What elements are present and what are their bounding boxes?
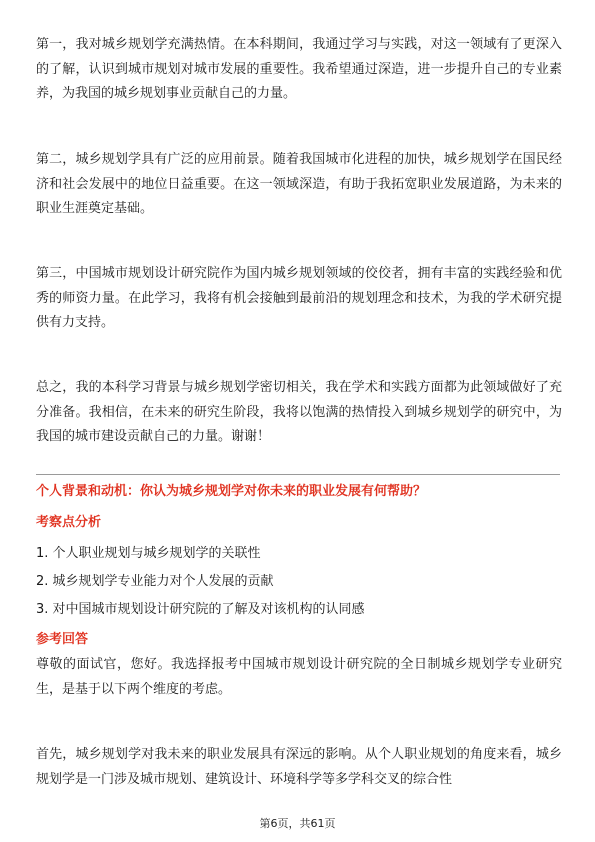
list-item: 2. 城乡规划学专业能力对个人发展的贡献 — [36, 574, 274, 589]
page-footer: 第6页，共61页 — [259, 817, 336, 830]
list-item: 3. 对中国城市规划设计研究院的了解及对该机构的认同感 — [36, 602, 365, 617]
list-item: 1. 个人职业规划与城乡规划学的关联性 — [36, 546, 261, 561]
answer-paragraph-1: 尊敬的面试官，您好。我选择报考中国城市规划设计研究院的全日制城乡规划学专业研究生，是基于以下两个维度的考虑。 — [36, 657, 562, 697]
answer-heading: 参考回答 — [36, 632, 89, 647]
body-paragraph-3: 第三，中国城市规划设计研究院作为国内城乡规划领域的佼佼者，拥有丰富的实践经验和优秀的师资力量。在此学习，我将有机会接触到最前沿的规划理念和技术，为我的学术研究提供有力支持。 — [36, 266, 562, 330]
answer-paragraph-2: 首先，城乡规划学对我未来的职业发展具有深远的影响。从个人职业规划的角度来看，城乡规划学是一门涉及城市规划、建筑设计、环境科学等多学科交叉的综合性 — [36, 747, 562, 787]
question-heading: 个人背景和动机：你认为城乡规划学对你未来的职业发展有何帮助？ — [36, 484, 427, 499]
section-divider — [36, 474, 560, 475]
body-paragraph-2: 第二，城乡规划学具有广泛的应用前景。随着我国城市化进程的加快，城乡规划学在国民经济和社会发展中的地位日益重要。在这一领域深造，有助于我拓宽职业发展道路，为未来的职业生涯奠定基础。 — [36, 152, 562, 216]
analysis-heading: 考察点分析 — [36, 515, 102, 530]
body-paragraph-1: 第一，我对城乡规划学充满热情。在本科期间，我通过学习与实践，对这一领域有了更深入的了解，认识到城市规划对城市发展的重要性。我希望通过深造，进一步提升自己的专业素养，为我国的城乡规划事业贡献自己的力量。 — [36, 37, 562, 101]
body-paragraph-4: 总之，我的本科学习背景与城乡规划学密切相关，我在学术和实践方面都为此领域做好了充分准备。我相信，在未来的研究生阶段，我将以饱满的热情投入到城乡规划学的研究中，为我国的城市建设贡献自己的力量。谢谢！ — [36, 380, 562, 444]
analysis-list — [36, 540, 562, 624]
